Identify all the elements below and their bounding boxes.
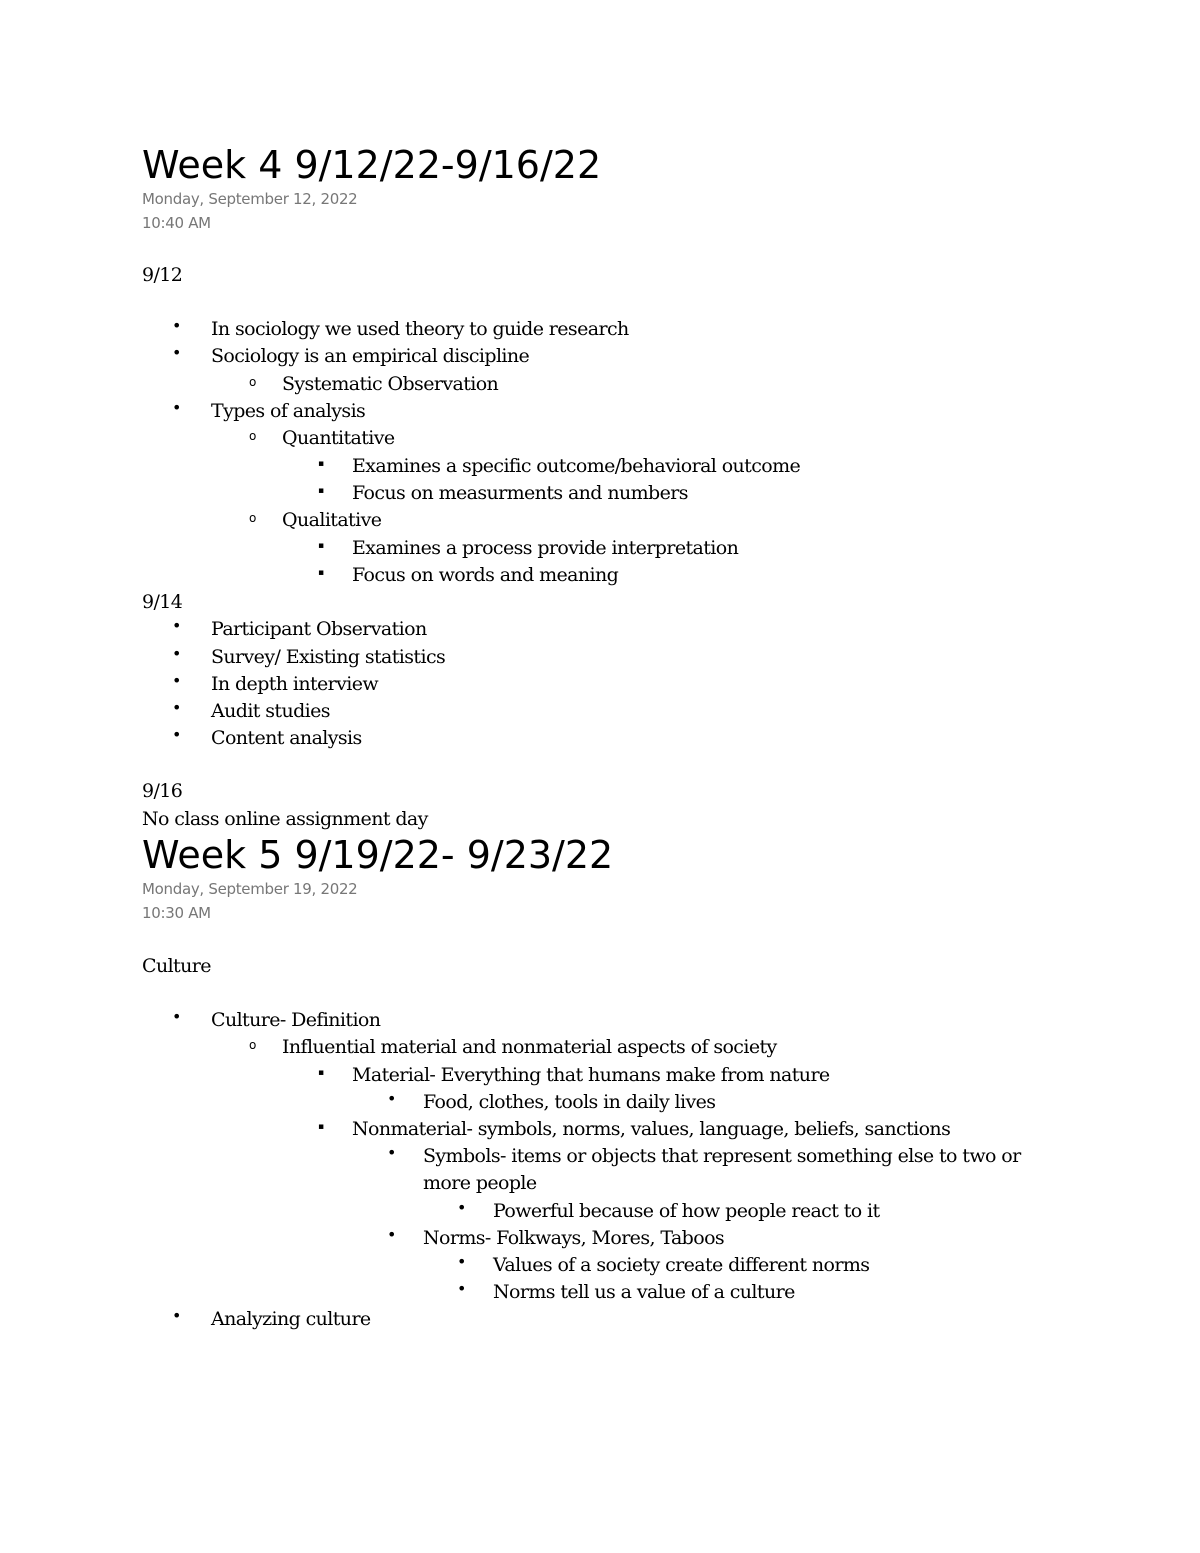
list-item: Norms tell us a value of a culture (493, 1281, 795, 1303)
list-item: Focus on measurments and numbers (352, 482, 688, 504)
disc-bullet-icon: • (387, 1225, 397, 1244)
disc-bullet-icon: • (457, 1252, 467, 1271)
disc-bullet-icon: • (387, 1143, 397, 1162)
disc-bullet-icon: • (457, 1279, 467, 1298)
list-item: Material- Everything that humans make from nature (352, 1064, 830, 1086)
day-label-9-12: 9/12 (142, 264, 183, 286)
list-item: Powerful because of how people react to it (493, 1200, 880, 1222)
page-date-week-4: Monday, September 12, 2022 (142, 190, 358, 208)
day-label-9-16: 9/16 (142, 780, 183, 802)
disc-bullet-icon: • (457, 1198, 467, 1217)
disc-bullet-icon: • (172, 1306, 182, 1325)
circle-bullet-icon: o (249, 429, 257, 443)
list-item: Values of a society create different norms (493, 1254, 870, 1276)
circle-bullet-icon: o (249, 1038, 257, 1052)
disc-bullet-icon: • (172, 316, 182, 335)
disc-bullet-icon: • (172, 644, 182, 663)
list-item: Quantitative (282, 427, 395, 449)
list-item: Symbols- items or objects that represent something else to two or (423, 1145, 1021, 1167)
circle-bullet-icon: o (249, 511, 257, 525)
list-item: Nonmaterial- symbols, norms, values, language, beliefs, sanctions (352, 1118, 951, 1140)
circle-bullet-icon: o (249, 375, 257, 389)
disc-bullet-icon: • (172, 725, 182, 744)
disc-bullet-icon: • (172, 671, 182, 690)
day-label-9-14: 9/14 (142, 591, 183, 613)
list-item: Influential material and nonmaterial aspects of society (282, 1036, 777, 1058)
disc-bullet-icon: • (172, 398, 182, 417)
square-bullet-icon: ▪ (318, 568, 325, 578)
list-item: Survey/ Existing statistics (211, 646, 446, 668)
square-bullet-icon: ▪ (318, 486, 325, 496)
square-bullet-icon: ▪ (318, 1122, 325, 1132)
list-item: Participant Observation (211, 618, 427, 640)
list-item: Types of analysis (211, 400, 366, 422)
list-item: Food, clothes, tools in daily lives (423, 1091, 716, 1113)
list-item: In depth interview (211, 673, 379, 695)
list-item: Culture- Definition (211, 1009, 381, 1031)
list-item: Content analysis (211, 727, 362, 749)
list-item-continuation: more people (423, 1172, 537, 1194)
page-title-week-4: Week 4 9/12/22-9/16/22 (142, 143, 602, 187)
disc-bullet-icon: • (387, 1089, 397, 1108)
list-item: Norms- Folkways, Mores, Taboos (423, 1227, 725, 1249)
day-note: No class online assignment day (142, 808, 428, 830)
page-time-week-5: 10:30 AM (142, 904, 211, 922)
disc-bullet-icon: • (172, 698, 182, 717)
page-date-week-5: Monday, September 19, 2022 (142, 880, 358, 898)
list-item: Qualitative (282, 509, 382, 531)
page-title-week-5: Week 5 9/19/22- 9/23/22 (142, 833, 614, 877)
disc-bullet-icon: • (172, 1007, 182, 1026)
square-bullet-icon: ▪ (318, 459, 325, 469)
square-bullet-icon: ▪ (318, 1068, 325, 1078)
list-item: Focus on words and meaning (352, 564, 619, 586)
disc-bullet-icon: • (172, 616, 182, 635)
disc-bullet-icon: • (172, 343, 182, 362)
list-item: Audit studies (211, 700, 330, 722)
list-item: Examines a process provide interpretation (352, 537, 739, 559)
list-item: Sociology is an empirical discipline (211, 345, 530, 367)
list-item: Examines a specific outcome/behavioral outcome (352, 455, 801, 477)
list-item: In sociology we used theory to guide research (211, 318, 629, 340)
page-time-week-4: 10:40 AM (142, 214, 211, 232)
square-bullet-icon: ▪ (318, 541, 325, 551)
list-item: Analyzing culture (211, 1308, 371, 1330)
list-item: Systematic Observation (282, 373, 499, 395)
section-heading-culture: Culture (142, 955, 211, 977)
